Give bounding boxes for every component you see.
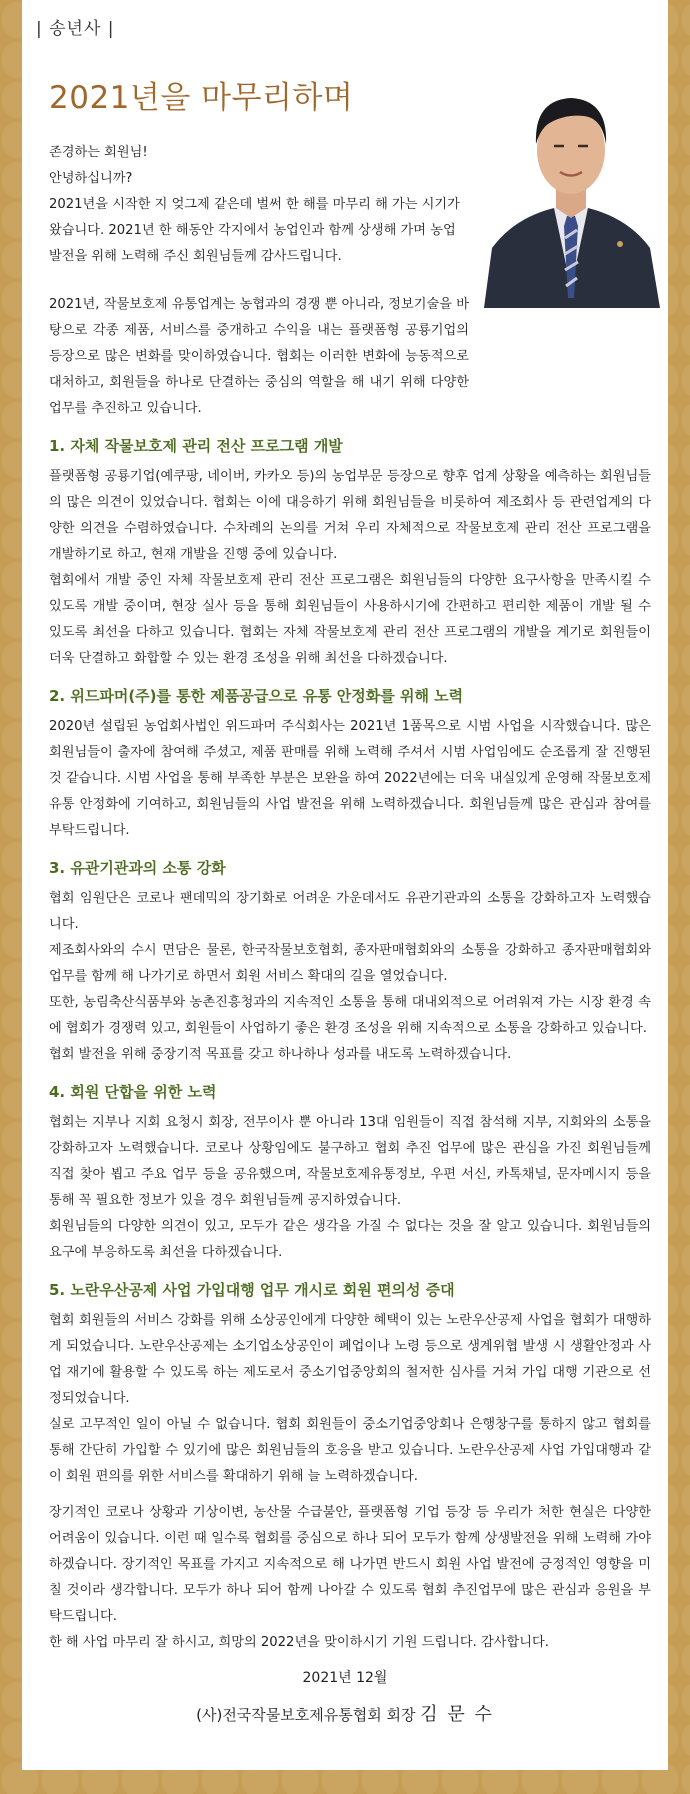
section-heading: 5. 노란우산공제 사업 가입대행 업무 개시로 회원 편의성 증대 — [49, 1281, 455, 1299]
section-heading: 4. 회원 단합을 위한 노력 — [49, 1083, 217, 1101]
president-portrait — [474, 58, 668, 308]
content-panel — [22, 48, 668, 1770]
section-paragraph: 협회 회원들의 서비스 강화를 위해 소상공인에게 다양한 혜택이 있는 노란우산공제 사업을 협회가 대행하게 되었습니다. 노란우산공제는 소기업소상공인이 폐업이나 노령 등으로 생계위협 발생 시 생활안정과 사업 재기에 활용할 수 있도록 하는 제도로서 중소기업중앙회의 철저한 심사를 거쳐 가입 대행 기관으로 선정되었습니다. 실로 고무적인 일이 아닐 수 없습니다. 협회 회원들이 중소기업중앙회나 은행창구를 통하지 않고 협회를 통해 간단히 가입할 수 있기에 많은 회원님들의 호응을 받고 있습니다. 노란우산공제 사업 가입대행과 같이 회원 편의를 위한 서비스를 확대하기 위해 늘 노력하겠습니다. — [49, 1313, 651, 1484]
section-heading: 3. 유관기관과의 소통 강화 — [49, 859, 226, 877]
greeting-line: 존경하는 회원님! — [49, 145, 148, 160]
greeting-block — [49, 140, 469, 270]
greeting-line: 안녕하십니까? — [49, 171, 133, 186]
section-heading: 2. 위드파머(주)를 통한 제품공급으로 유통 안정화를 위해 노력 — [49, 687, 464, 705]
signature-date: 2021년 12월 — [302, 1670, 388, 1686]
section-tag — [22, 0, 668, 48]
page-title: 2021년을 마무리하며 — [49, 80, 354, 116]
letter-body — [49, 292, 651, 1656]
signature-name: 김 문 수 — [420, 1704, 494, 1725]
section-heading: 1. 자체 작물보호제 관리 전산 프로그램 개발 — [49, 437, 343, 455]
section-paragraph: 협회 임원단은 코로나 팬데믹의 장기화로 어려운 가운데서도 유관기관과의 소통을 강화하고자 노력했습니다. 제조회사와의 수시 면담은 물론, 한국작물보호협회, 종자판매협회와의 소통을 강화하고 종자판매협회와 업무를 함께 해 나가기로 하면서 회원 서비스 확대의 길을 열었습니다. 또한, 농림축산식품부와 농촌진흥청과의 지속적인 소통을 통해 대내외적으로 어려워져 가는 시장 환경 속에 협회가 경쟁력 있고, 회원들이 사업하기 좋은 환경 조성을 위해 지속적으로 소통을 강화하고 있습니다. 협회 발전을 위해 중장기적 목표를 갖고 하나하나 성과를 내도록 노력하겠습니다. — [49, 891, 651, 1062]
greeting-paragraph: 2021년을 시작한 지 엊그제 같은데 벌써 한 해를 마무리 해 가는 시기가 왔습니다. 2021년 한 해동안 각지에서 농업인과 함께 상생해 가며 농업 발전을 위해 노력해 주신 회원님들께 감사드립니다. — [49, 197, 460, 264]
section-paragraph: 2020년 설립된 농업회사법인 위드파머 주식회사는 2021년 1품목으로 시범 사업을 시작했습니다. 많은 회원님들이 출자에 참여해 주셨고, 제품 판매를 위해 노력해 주셔서 시범 사업임에도 순조롭게 잘 진행된 것 같습니다. 시범 사업을 통해 부족한 부분은 보완을 하여 2022년에는 더욱 내실있게 운영해 작물보호제 유통 안정화에 기여하고, 회원님들의 사업 발전을 위해 노력하겠습니다. 회원님들께 많은 관심과 참여를 부탁드립니다. — [49, 719, 651, 838]
closing-paragraph: 한 해 사업 마무리 잘 하시고, 희망의 2022년을 맞이하시기 기원 드립니다. 감사합니다. — [49, 1635, 549, 1650]
signature-line — [22, 1700, 668, 1726]
closing-paragraph: 장기적인 코로나 상황과 기상이변, 농산물 수급불안, 플랫폼형 기업 등장 등 우리가 처한 현실은 다양한 어려움이 있습니다. 이런 때 일수록 협회를 중심으로 하나 되어 모두가 함께 상생발전을 위해 노력해 가야 하겠습니다. 장기적인 목표를 가지고 지속적으로 해 나가면 반드시 회원 사업 발전에 긍정적인 영향을 미칠 것이라 생각합니다. 모두가 하나 되어 함께 나아갈 수 있도록 협회 추진업무에 많은 관심과 응원을 부탁드립니다. — [49, 1505, 651, 1624]
signature-org: (사)전국작물보호제유통협회 회장 — [196, 1706, 416, 1724]
section-tag-label: | 송년사 | — [36, 19, 115, 39]
opening-paragraph: 2021년, 작물보호제 유통업계는 농협과의 경쟁 뿐 아니라, 정보기술을 바탕으로 각종 제품, 서비스를 중개하고 수익을 내는 플랫폼형 공룡기업의 등장으로 많은 변화를 맞이하였습니다. 협회는 이러한 변화에 능동적으로 대처하고, 회원들을 하나로 단결하는 중심의 역할을 해 내기 위해 다양한 업무를 추진하고 있습니다. — [49, 297, 469, 416]
section-paragraph: 플랫폼형 공룡기업(예쿠팡, 네이버, 카카오 등)의 농업부문 등장으로 향후 업계 상황을 예측하는 회원님들의 많은 의견이 있었습니다. 협회는 이에 대응하기 위해 회원님들을 비롯하여 제조회사 등 관련업계의 다양한 의견을 수렴하였습니다. 수차례의 논의를 거쳐 우리 자체적으로 작물보호제 관리 전산 프로그램을 개발하기로 하고, 현재 개발을 진행 중에 있습니다. — [49, 469, 651, 562]
section-paragraph: 협회에서 개발 중인 자체 작물보호제 관리 전산 프로그램은 회원님들의 다양한 요구사항을 만족시킬 수 있도록 개발 중이며, 현장 실사 등을 통해 회원님들이 사용하시기에 간편하고 편리한 제품이 개발 될 수 있도록 최선을 다하고 있습니다. 협회는 자체 작물보호제 관리 전산 프로그램의 개발을 계기로 회원들이 더욱 단결하고 화합할 수 있는 환경 조성을 위해 최선을 다하겠습니다. — [49, 573, 651, 666]
section-paragraph: 협회는 지부나 지회 요청시 회장, 전무이사 뿐 아니라 13대 임원들이 직접 참석해 지부, 지회와의 소통을 강화하고자 노력했습니다. 코로나 상황임에도 불구하고 협회 추진 업무에 많은 관심을 가진 회원님들께 직접 찾아 뵙고 주요 업무 등을 공유했으며, 작물보호제유통정보, 우편 서신, 카톡채널, 문자메시지 등을 통해 꼭 필요한 정보가 있을 경우 회원님들께 공지하였습니다. 회원님들의 다양한 의견이 있고, 모두가 같은 생각을 가질 수 없다는 것을 잘 알고 있습니다. 회원님들의 요구에 부응하도록 최선을 다하겠습니다. — [49, 1115, 651, 1260]
